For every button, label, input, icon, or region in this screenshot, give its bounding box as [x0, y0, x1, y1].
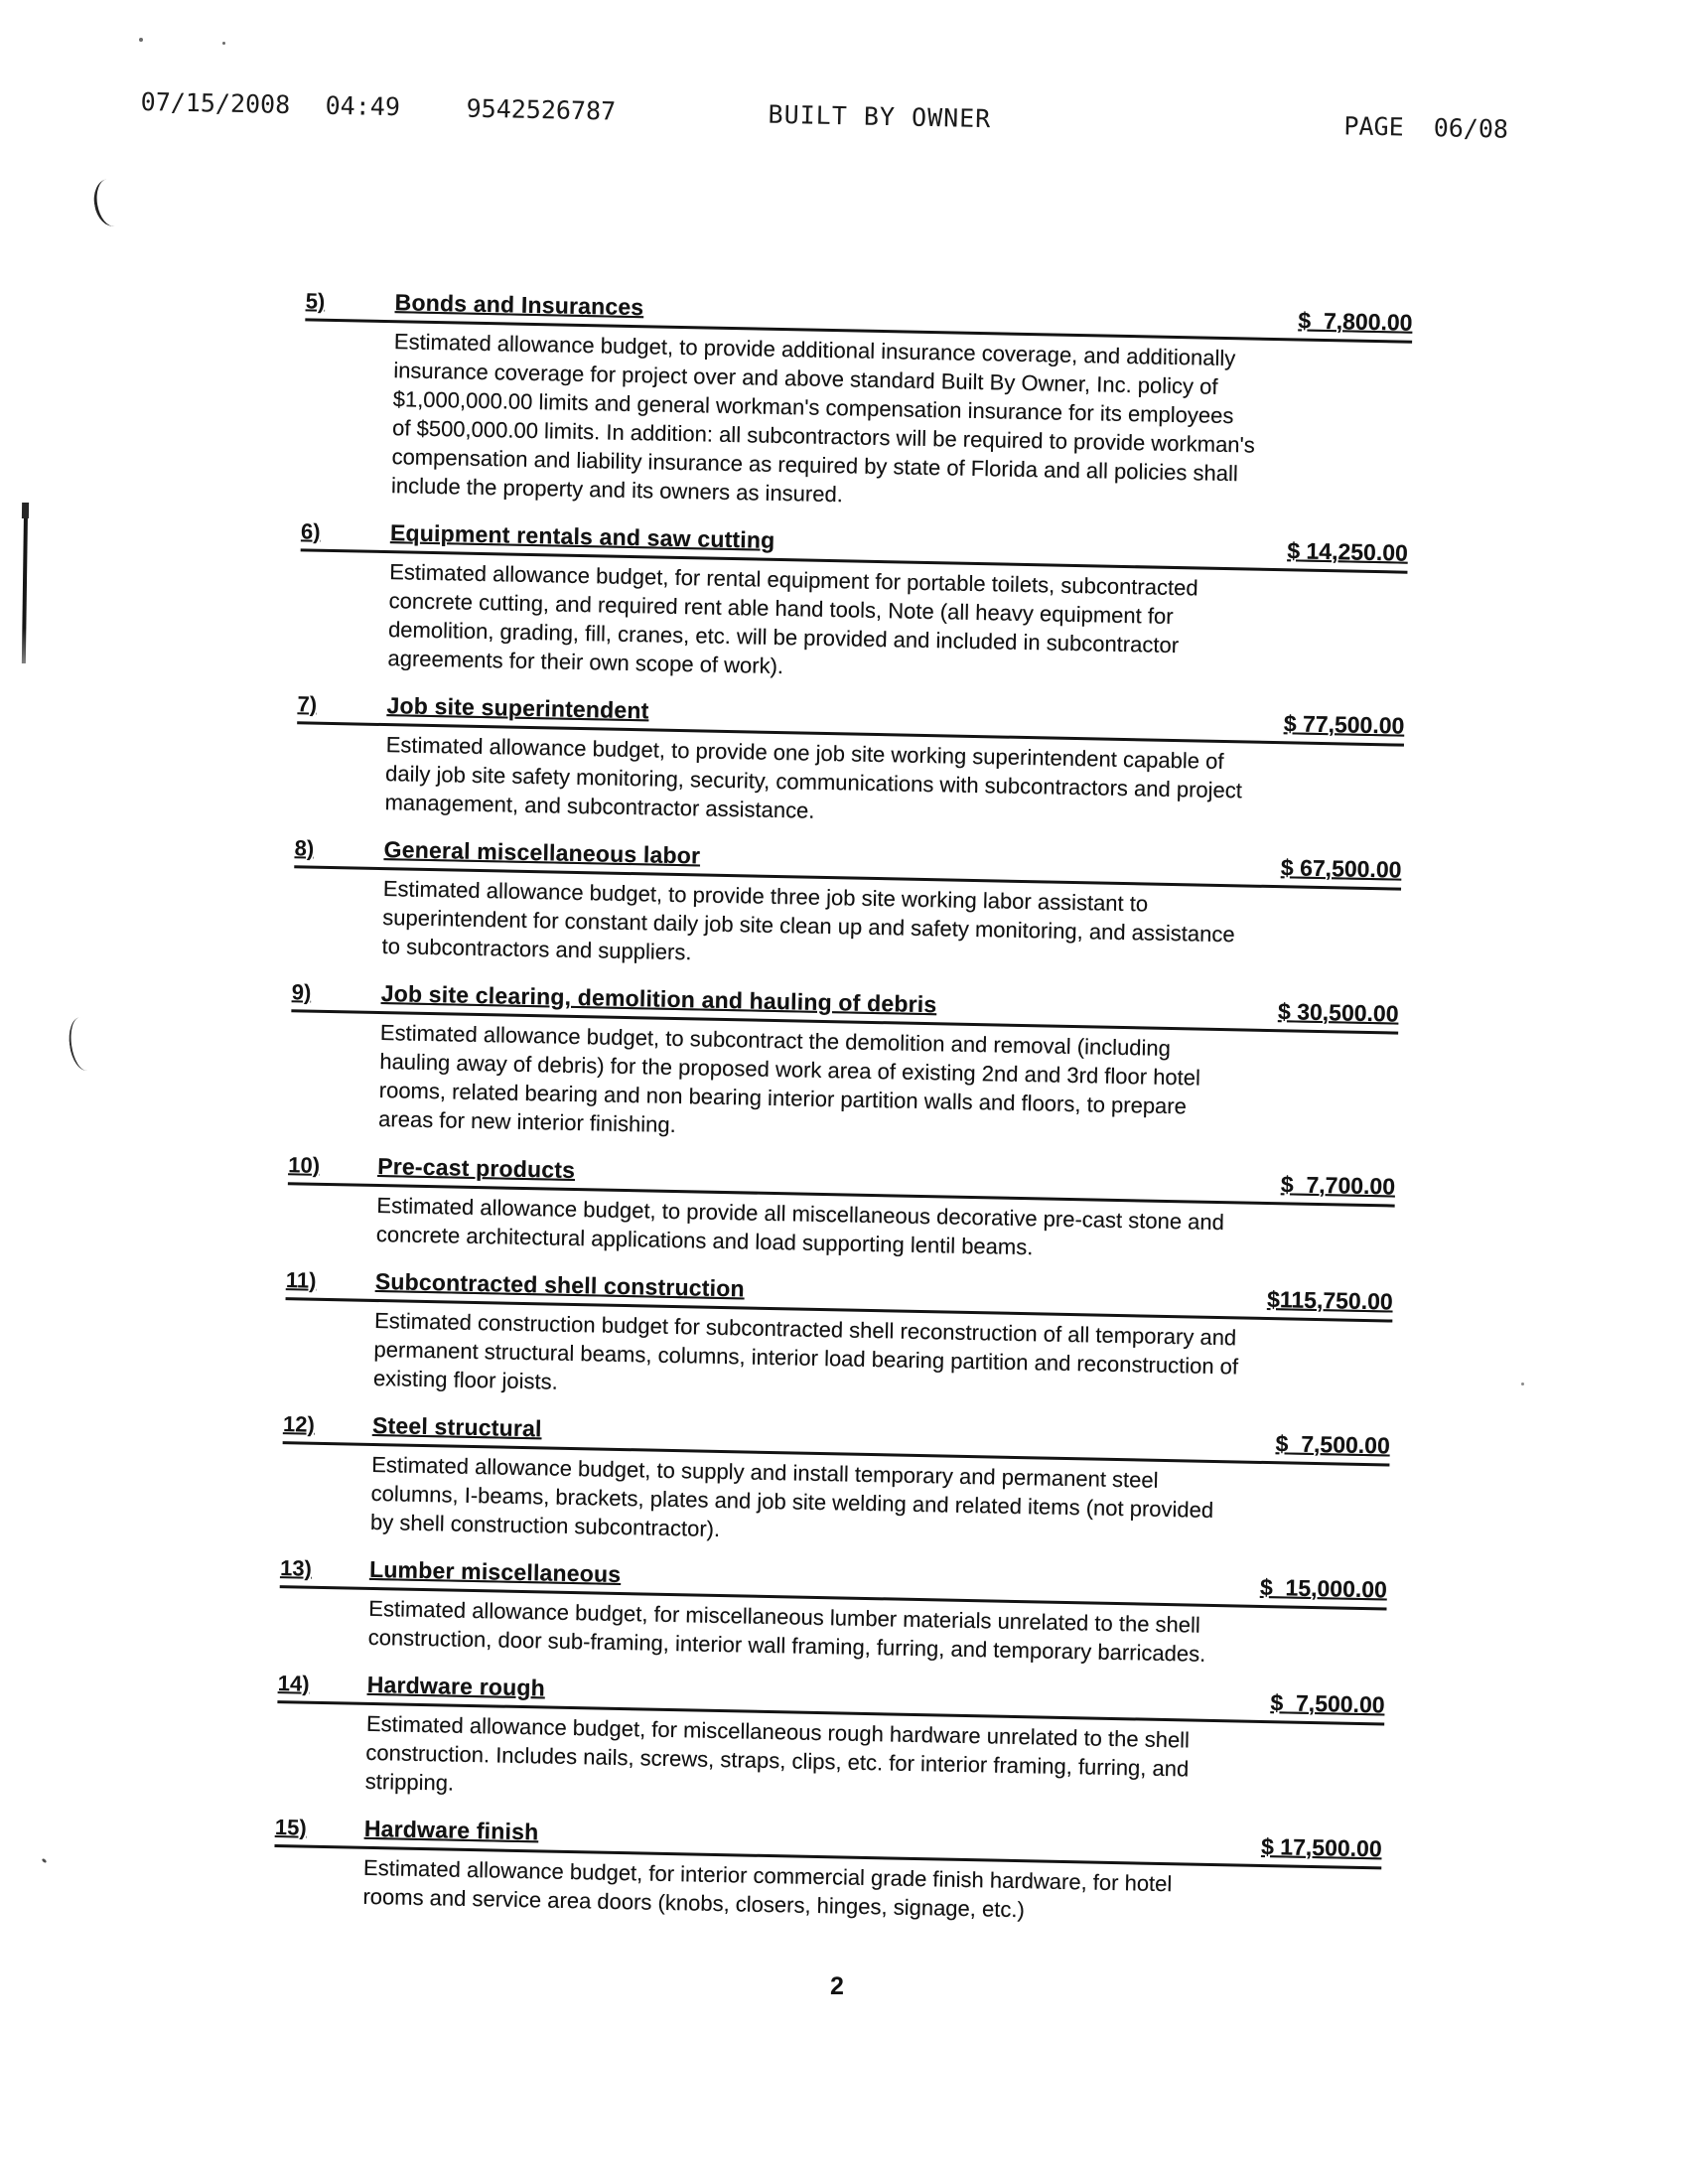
scan-artifact-line — [22, 503, 28, 663]
item-title: Job site clearing, demolition and hauling of debris — [380, 980, 937, 1018]
item-title: Equipment rentals and saw cutting — [389, 519, 775, 553]
budget-item-10 — [287, 1151, 1396, 1268]
item-description: Estimated allowance budget, for miscellaneous lumber materials unrelated to the shell construction, door sub-framing, interior wall framing, furring, and temporary barricades. — [367, 1595, 1206, 1667]
leader-line — [541, 1436, 1275, 1451]
item-number: 8) — [294, 835, 315, 861]
budget-item-6 — [298, 517, 1408, 692]
item-title: Hardware rough — [366, 1671, 546, 1701]
fax-date: 07/15/2008 — [140, 87, 291, 120]
budget-item-8 — [292, 834, 1401, 980]
page-number: 2 — [830, 1972, 844, 2000]
item-number: 10) — [288, 1152, 321, 1178]
fax-sender: BUILT BY OWNER — [768, 99, 992, 134]
item-title: Lumber miscellaneous — [368, 1555, 622, 1587]
item-amount: $ 7,800.00 — [1298, 307, 1413, 336]
item-description: Estimated allowance budget, to provide additional insurance coverage, and additionally insurance coverage for project over and above standard Built By Owner, Inc. policy of $1,000,000.00 limits and general workman's compensation insurance for its employees of $500,000.00 limits. In addition: all subcontractors will be required to provide workman's compensation and liability insurance as required by state of Florida and all policies shall include the property and its owners as insured. — [390, 329, 1256, 508]
item-amount: $115,750.00 — [1266, 1286, 1393, 1315]
leader-line — [621, 1582, 1260, 1595]
budget-item-9 — [289, 978, 1399, 1153]
item-description: Estimated allowance budget, to provide three job site working labor assistant to superintendent for constant daily job site clean up and safety monitoring, and assistance to subcontractors and suppliers. — [381, 876, 1235, 965]
fax-number: 9542526787 — [466, 93, 617, 126]
item-description: Estimated allowance budget, to subcontract the demolition and removal (including hauling away of debris) for the proposed work area of existing 2nd and 3rd floor hotel rooms, related bearing and non bearing interior partition walls and floors, to prepare areas for new interior finishing. — [377, 1020, 1201, 1138]
budget-item-5 — [302, 287, 1413, 519]
item-amount: $ 14,250.00 — [1287, 537, 1409, 566]
scan-artifact-arc — [90, 176, 131, 228]
fax-time: 04:49 — [325, 90, 401, 122]
item-title: Pre-cast products — [376, 1153, 576, 1183]
item-number: 12) — [282, 1411, 316, 1437]
item-amount: $ 67,500.00 — [1280, 854, 1402, 883]
budget-item-11 — [284, 1266, 1393, 1412]
item-number: 11) — [285, 1267, 317, 1293]
item-title: Hardware finish — [363, 1815, 539, 1845]
item-amount: $ 15,000.00 — [1259, 1573, 1388, 1603]
fax-page-indicator: PAGE 06/08 — [1343, 111, 1509, 144]
item-amount: $ 17,500.00 — [1260, 1833, 1382, 1862]
leader-line — [648, 718, 1283, 731]
item-description: Estimated construction budget for subcontracted shell reconstruction of all temporary and permanent structural beams, columns, interior load bearing partition and reconstruction of existing floor joists. — [372, 1307, 1239, 1394]
item-number: 7) — [297, 691, 318, 717]
item-description: Estimated allowance budget, to supply and install temporary and permanent steel columns, I-beams, brackets, plates and job site welding and related items (not provided by shell construction subcontractor). — [369, 1451, 1214, 1541]
item-description: Estimated allowance budget, to provide all miscellaneous decorative pre-cast stone and concrete architectural applications and load supporting lentil beams. — [375, 1192, 1225, 1260]
budget-item-list — [273, 287, 1413, 1931]
item-description: Estimated allowance budget, to provide one job site working superintendent capable of daily job site safety monitoring, security, communications with subcontractors and project management, and subcontractor assistance. — [384, 732, 1243, 823]
scan-speck — [139, 38, 143, 42]
leader-line — [575, 1178, 1281, 1192]
item-description: Estimated allowance budget, for rental equipment for portable toilets, subcontracted concrete cutting, and required rent able hand tools, Note (all heavy equipment for demolition, grading, fill, cranes, etc. will be provided and included in subcontractor agreements for their own scope of work). — [387, 559, 1198, 679]
item-description: Estimated allowance budget, for interior commercial grade finish hardware, for hotel rooms and service area doors (knobs, closers, hinges, signage, etc.) — [362, 1854, 1173, 1923]
scan-artifact-arc — [66, 1015, 100, 1072]
scan-speck — [42, 1858, 48, 1864]
item-amount: $ 7,500.00 — [1275, 1430, 1391, 1459]
budget-item-12 — [281, 1410, 1390, 1556]
leader-line — [538, 1839, 1261, 1854]
budget-item-14 — [276, 1670, 1385, 1816]
item-number: 5) — [305, 288, 326, 314]
leader-line — [545, 1695, 1271, 1710]
item-title: Bonds and Insurances — [394, 289, 644, 321]
item-title: General miscellaneous labor — [383, 836, 701, 869]
item-title: Subcontracted shell construction — [374, 1267, 746, 1302]
item-amount: $ 7,500.00 — [1270, 1689, 1385, 1718]
budget-item-15 — [273, 1814, 1382, 1931]
item-number: 13) — [279, 1555, 313, 1581]
item-description: Estimated allowance budget, for miscellaneous rough hardware unrelated to the shell construction. Includes nails, screws, straps, clips, etc. for interior framing, furring, and stripping. — [364, 1710, 1191, 1796]
item-title: Job site superintendent — [386, 692, 649, 724]
item-number: 14) — [277, 1671, 310, 1696]
leader-line — [643, 315, 1298, 328]
item-number: 15) — [274, 1815, 307, 1840]
item-number: 9) — [291, 979, 312, 1005]
item-amount: $ 30,500.00 — [1277, 998, 1399, 1027]
leader-line — [774, 548, 1287, 558]
item-number: 6) — [300, 518, 321, 544]
item-amount: $ 77,500.00 — [1283, 710, 1405, 739]
fax-header — [140, 87, 1551, 155]
budget-item-13 — [278, 1554, 1387, 1672]
item-amount: $ 7,700.00 — [1280, 1171, 1396, 1200]
item-title: Steel structural — [371, 1411, 542, 1442]
scan-speck — [222, 42, 225, 45]
leader-line — [745, 1296, 1267, 1307]
budget-item-7 — [295, 690, 1404, 836]
leader-line — [936, 1012, 1278, 1019]
leader-line — [700, 863, 1281, 875]
scan-area — [104, 87, 1551, 1954]
